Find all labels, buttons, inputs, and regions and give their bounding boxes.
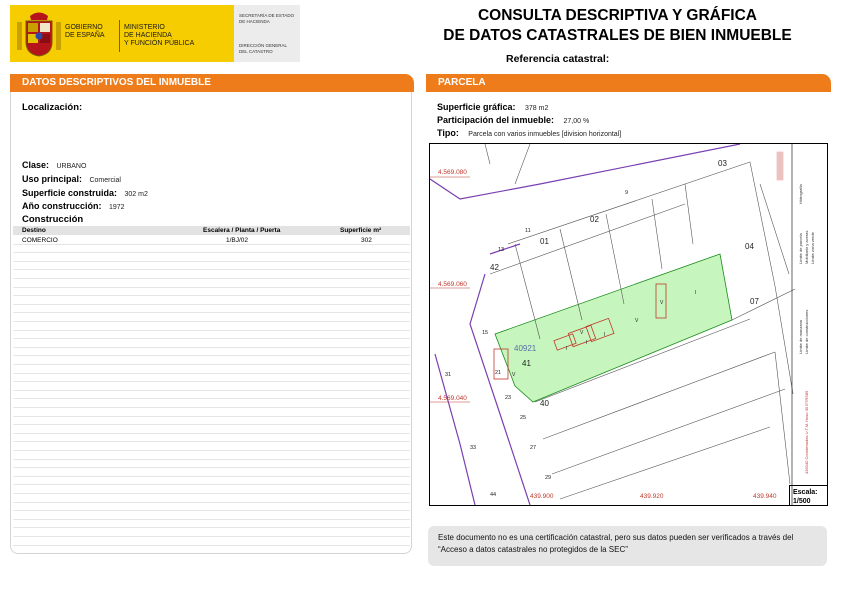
- table-row: [13, 417, 410, 426]
- uso-label: Uso principal:: [22, 174, 83, 184]
- col-destino: Destino: [22, 227, 46, 234]
- sub-label-0: I: [566, 346, 568, 352]
- legend-0: Límite de parcela: [798, 233, 803, 264]
- coord-system: 435040 Coordenadas U.T.M. Huso 30 ETRS89: [804, 390, 809, 474]
- x-coord-2: 439.940: [753, 493, 777, 500]
- table-cell: COMERCIO: [22, 237, 58, 244]
- parcel-label-42: 42: [490, 263, 499, 272]
- cadastral-map[interactable]: [429, 143, 828, 506]
- table-row: [13, 296, 410, 305]
- parcel-label-03: 03: [718, 159, 727, 168]
- table-row: [13, 374, 410, 383]
- gobierno-label: GOBIERNO DE ESPAÑA: [65, 24, 105, 39]
- logo-separator: [119, 20, 120, 52]
- street-num-25: 25: [520, 415, 527, 421]
- table-row: [13, 391, 410, 400]
- table-cell: 302: [361, 237, 372, 244]
- table-row: [13, 288, 410, 297]
- legend-1: Mobiliario y aceras: [804, 230, 809, 264]
- parcel-label-02: 02: [590, 215, 599, 224]
- tipo-row: [437, 123, 621, 141]
- col-superficie: Superficie m²: [340, 227, 382, 234]
- y-coord-2: 4.569.040: [438, 395, 467, 402]
- y-coord-1: 4.569.060: [438, 281, 467, 288]
- table-row: [13, 270, 410, 279]
- scale-box: [789, 485, 828, 506]
- table-row: [13, 485, 410, 494]
- table-row: [13, 460, 410, 469]
- participacion-label: Participación del inmueble:: [437, 115, 555, 125]
- table-row: [13, 339, 410, 348]
- sub-label-5: I: [695, 290, 697, 296]
- sub-label-2: I: [604, 332, 606, 338]
- coord-ticks: [430, 177, 470, 402]
- table-row: [13, 425, 410, 434]
- construccion-label: Construcción: [22, 214, 84, 225]
- table-row: [13, 442, 410, 451]
- table-row: [13, 322, 410, 331]
- table-row: [13, 399, 410, 408]
- table-row: [13, 253, 410, 262]
- anio-value: 1972: [108, 204, 125, 211]
- table-row: [13, 468, 410, 477]
- table-row: [13, 537, 410, 546]
- street-num-23: 23: [505, 395, 512, 401]
- street-num-13: 13: [498, 247, 505, 253]
- parcel-label-01: 01: [540, 237, 549, 246]
- table-row: [13, 511, 410, 520]
- parcel-id: 40921: [514, 344, 537, 353]
- x-coord-1: 439.920: [640, 493, 664, 500]
- table-row: [13, 520, 410, 529]
- superficie-value: 302 m2: [124, 191, 148, 198]
- table-row: [13, 494, 410, 503]
- table-row: [13, 408, 410, 417]
- superficie-label: Superficie construida:: [22, 188, 118, 198]
- table-row: [13, 236, 410, 245]
- table-row: [13, 305, 410, 314]
- street-num-15: 15: [482, 330, 489, 336]
- street-num-11: 11: [525, 228, 531, 234]
- bar-strong: INMUEBLE: [158, 77, 211, 88]
- street-num-29: 29: [545, 475, 552, 481]
- legend-3: Hidrografía: [798, 184, 803, 204]
- table-row: [13, 434, 410, 443]
- table-cell: 1/BJ/02: [226, 237, 249, 244]
- clase-label: Clase:: [22, 160, 50, 170]
- sub-label-6: V: [660, 300, 664, 306]
- legend-5: Límite de construcciones: [804, 309, 809, 354]
- table-row: [13, 279, 410, 288]
- street-num-21: 21: [495, 370, 502, 376]
- table-row: [13, 262, 410, 271]
- table-row: [13, 382, 410, 391]
- table-row: [13, 331, 410, 340]
- x-coord-0: 439.900: [530, 493, 554, 500]
- tipo-label: Tipo:: [437, 128, 459, 138]
- disclaimer-note: Este documento no es una certificación catastral, pero sus datos pueden ser verificados a través del “Acceso a datos catastrales no protegidos de la SEC”: [428, 526, 827, 566]
- table-row: [13, 348, 410, 357]
- participacion-value: 27,00 %: [563, 118, 590, 125]
- ministerio-label: MINISTERIO DE HACIENDA Y FUNCIÓN PÚBLICA: [124, 24, 195, 47]
- y-coord-0: 4.569.080: [438, 169, 467, 176]
- uso-value: Comercial: [89, 177, 121, 184]
- street-num-33: 33: [470, 445, 477, 451]
- selected-parcel: [495, 254, 732, 402]
- page-title: CONSULTA DESCRIPTIVA Y GRÁFICA DE DATOS CATASTRALES DE BIEN INMUEBLE: [443, 7, 792, 44]
- anio-row: [22, 196, 125, 214]
- table-row: [13, 313, 410, 322]
- street-num-9: 9: [625, 190, 629, 196]
- scale-value: 1/500: [793, 498, 811, 505]
- clase-value: URBANO: [56, 163, 87, 170]
- datos-descriptivos-bar: [10, 74, 414, 92]
- coat-of-arms-icon: [16, 10, 62, 58]
- map-drawing: [430, 144, 827, 505]
- tipo-value: Parcela con varios inmuebles [division horizontal]: [468, 131, 622, 138]
- sub-label-4: V: [580, 330, 584, 336]
- direccion-label: DIRECCIÓN GENERAL DEL CATASTRO: [239, 43, 288, 54]
- table-row: [13, 365, 410, 374]
- construccion-table-header: [13, 226, 410, 235]
- street-num-27: 27: [530, 445, 537, 451]
- legend-4: Límite de manzana: [798, 319, 803, 354]
- parcela-bar: PARCELA: [426, 74, 831, 92]
- localizacion-label: Localización:: [22, 102, 83, 113]
- bar-prefix: DATOS DESCRIPTIVOS DEL: [22, 77, 159, 88]
- secretaria-label: SECRETARÍA DE ESTADO DE HACIENDA: [239, 13, 295, 24]
- parcel-label-07: 07: [750, 297, 759, 306]
- anio-label: Año construcción:: [22, 201, 102, 211]
- table-row: [13, 245, 410, 254]
- table-row: [13, 503, 410, 512]
- table-row: [13, 528, 410, 537]
- sup-grafica-label: Superficie gráfica:: [437, 102, 516, 112]
- table-row: [13, 477, 410, 486]
- sup-grafica-value: 378 m2: [524, 105, 549, 112]
- sub-label-1: I: [586, 340, 588, 346]
- street-num-31: 31: [445, 372, 452, 378]
- parcel-label-41: 41: [522, 359, 531, 368]
- scale-label: Escala:: [793, 489, 818, 496]
- sub-label-7: V: [512, 372, 516, 378]
- table-row: [13, 356, 410, 365]
- legend-2: Límite zona verde: [810, 232, 815, 264]
- parcel-label-04: 04: [745, 242, 754, 251]
- sub-label-3: V: [635, 318, 639, 324]
- parcel-label-40: 40: [540, 399, 549, 408]
- table-row: [13, 451, 410, 460]
- referencia-catastral-label: Referencia catastral:: [506, 53, 610, 65]
- street-num-44: 44: [490, 492, 497, 498]
- col-escalera: Escalera / Planta / Puerta: [203, 227, 281, 234]
